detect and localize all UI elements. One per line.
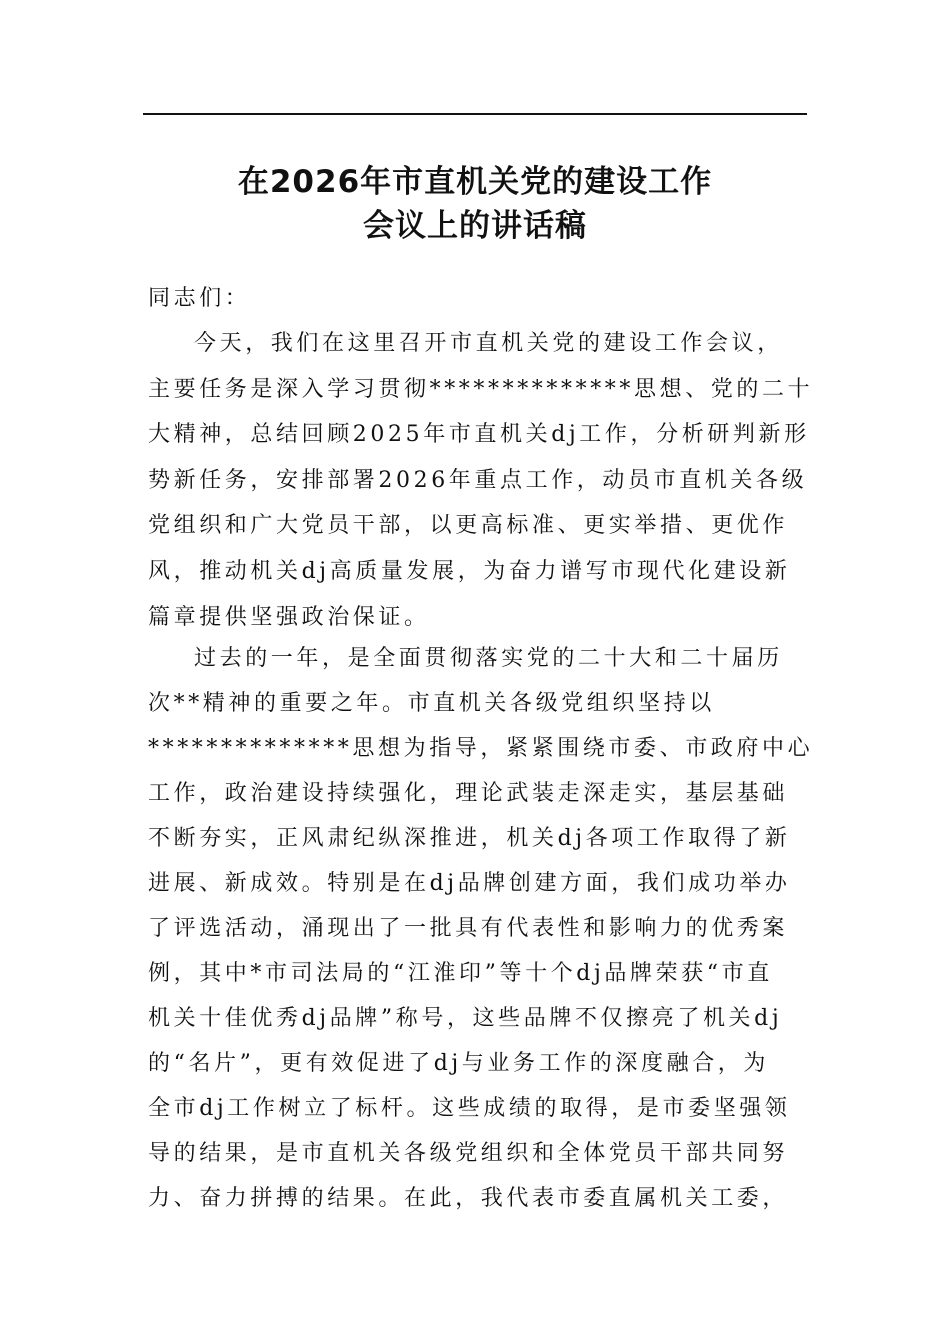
paragraph-line: 例，其中*市司法局的“江淮印”等十个dj品牌荣获“市直 <box>148 961 773 986</box>
paragraph-line: 次**精神的重要之年。市直机关各级党组织坚持以 <box>148 691 715 716</box>
salutation: 同志们： <box>148 286 251 311</box>
paragraph-line: 进展、新成效。特别是在dj品牌创建方面，我们成功举办 <box>148 871 791 896</box>
paragraph-line: 篇章提供坚强政治保证。 <box>148 604 430 630</box>
paragraph-line: 工作，政治建设持续强化，理论武装走深走实，基层基础 <box>148 781 789 806</box>
paragraph-line: 机关十佳优秀dj品牌”称号，这些品牌不仅擦亮了机关dj <box>148 1006 783 1031</box>
paragraph-line: 主要任务是深入学习贯彻**************思想、党的二十 <box>148 376 814 402</box>
paragraph-line: 的“名片”，更有效促进了dj与业务工作的深度融合，为 <box>148 1051 769 1076</box>
document-title-line-1: 在2026年市直机关党的建设工作 <box>237 164 713 200</box>
paragraph-line: 全市dj工作树立了标杆。这些成绩的取得，是市委坚强领 <box>148 1096 791 1121</box>
paragraph-line: 导的结果，是市直机关各级党组织和全体党员干部共同努 <box>148 1141 789 1166</box>
paragraph-line: **************思想为指导，紧紧围绕市委、市政府中心 <box>148 736 814 761</box>
paragraph-line: 风，推动机关dj高质量发展，为奋力谱写市现代化建设新 <box>148 559 791 584</box>
paragraph-line: 大精神，总结回顾2025年市直机关dj工作，分析研判新形 <box>148 422 810 448</box>
paragraph-line: 不断夯实，正风肃纪纵深推进，机关dj各项工作取得了新 <box>148 826 791 851</box>
paragraph-line: 过去的一年，是全面贯彻落实党的二十大和二十届历 <box>194 646 783 671</box>
paragraph-line: 今天，我们在这里召开市直机关党的建设工作会议， <box>194 331 783 356</box>
paragraph-line: 势新任务，安排部署2026年重点工作，动员市直机关各级 <box>148 467 808 493</box>
document-title-line-2: 会议上的讲话稿 <box>363 208 587 244</box>
header-rule <box>143 113 807 115</box>
paragraph-line: 力、奋力拼搏的结果。在此，我代表市委直属机关工委， <box>148 1186 789 1211</box>
paragraph-line: 了评选活动，涌现出了一批具有代表性和影响力的优秀案 <box>148 916 789 941</box>
paragraph-line: 党组织和广大党员干部，以更高标准、更实举措、更优作 <box>148 513 789 539</box>
